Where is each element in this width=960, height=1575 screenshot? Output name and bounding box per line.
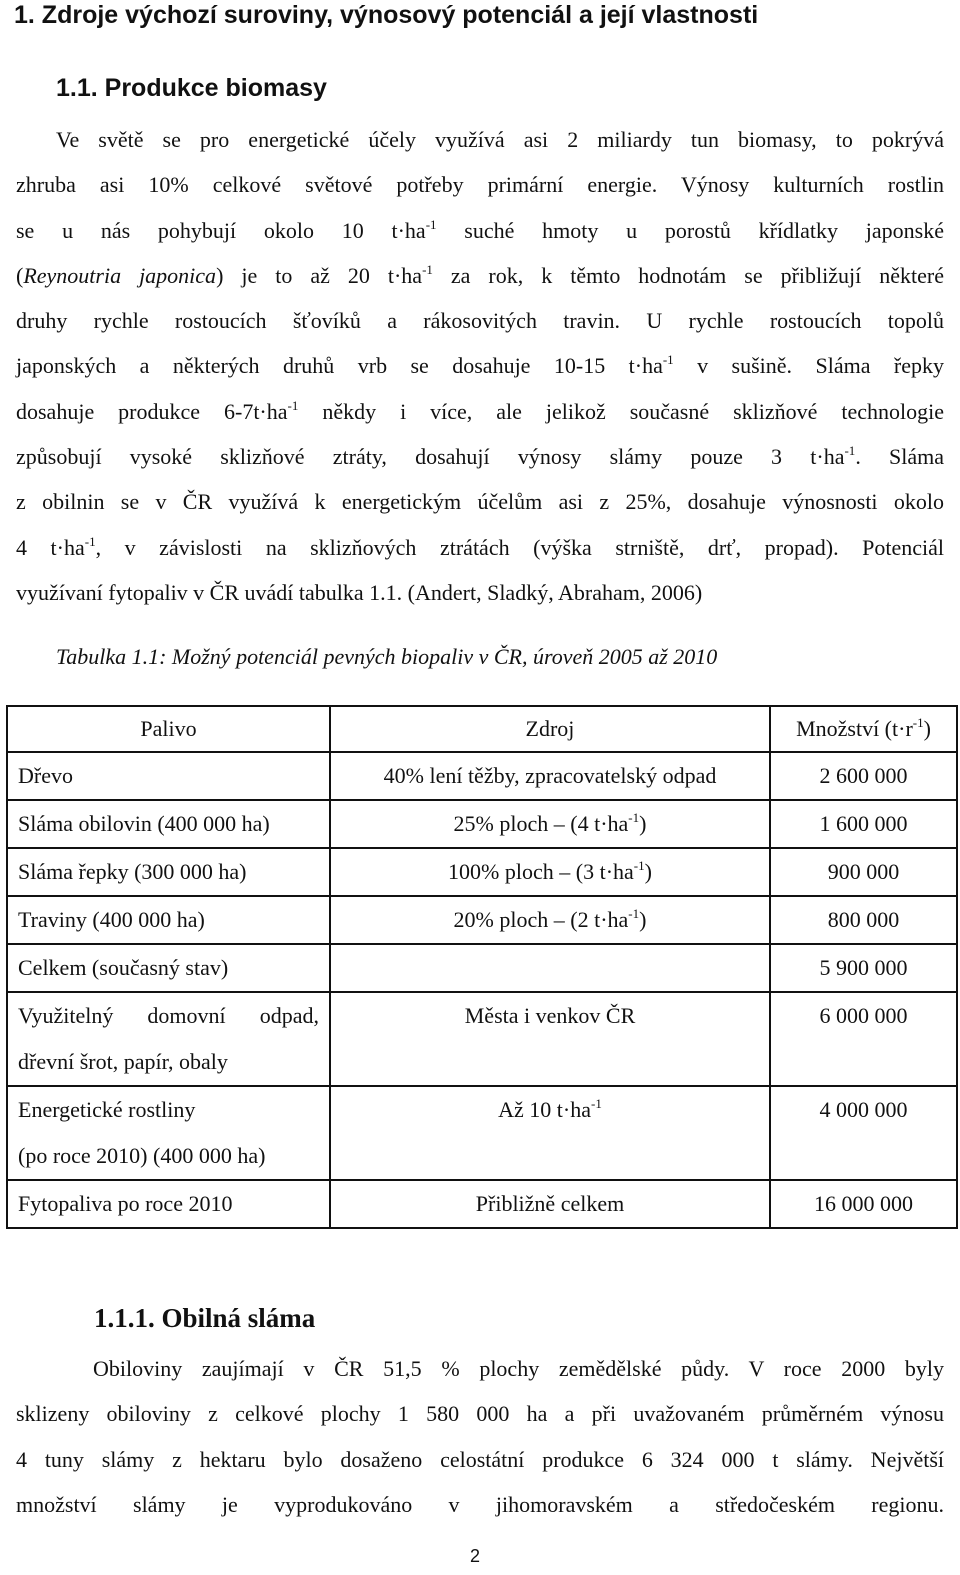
table-row: [7, 992, 957, 1086]
cell-palivo: [7, 800, 330, 848]
text-run: 4 t·ha: [16, 534, 85, 560]
cell-text: 16 000 000: [814, 1191, 913, 1216]
cell-text: [341, 897, 759, 943]
header-palivo: Palivo: [7, 706, 330, 752]
cell-text: 1 600 000: [819, 811, 908, 836]
cell-mnozstvi: [770, 848, 957, 896]
paragraph-line: [16, 434, 944, 479]
table-row: [7, 848, 957, 896]
cell-text: [341, 945, 759, 991]
superscript: -1: [633, 858, 645, 873]
biofuel-potential-table: [6, 705, 958, 1229]
cell-mnozstvi: [770, 1180, 957, 1228]
cell-text: 40% lení těžby, zpracovatelský odpad: [383, 763, 717, 788]
header-zdroj: Zdroj: [330, 706, 770, 752]
header-mnozstvi: [770, 706, 957, 752]
text-run: způsobují vysoké sklizňové ztráty, dosahují výnosy slámy pouze 3 t·ha: [16, 444, 845, 470]
cell-mnozstvi: [770, 896, 957, 944]
cell-text: Celkem (současný stav): [18, 955, 229, 980]
section-heading: 1.1. Produkce biomasy: [56, 74, 327, 102]
text-run: ): [639, 907, 647, 932]
cell-zdroj: [330, 848, 770, 896]
cell-text: Energetické rostliny: [18, 1097, 196, 1122]
text-run: dosahuje produkce 6-7t·ha: [16, 398, 288, 424]
text-run: v sušině. Sláma řepky: [673, 353, 944, 379]
cell-text: Fytopaliva po roce 2010: [18, 1191, 233, 1216]
superscript: -1: [662, 352, 674, 368]
superscript: -1: [425, 216, 437, 232]
cell-text: [341, 849, 759, 895]
cell-zdroj: [330, 944, 770, 992]
cell-text: Využitelný domovní odpad,: [18, 1003, 319, 1028]
text-run: někdy i více, ale jelikož současné sklizňové technologie: [298, 398, 945, 424]
latin-name: Reynoutria japonica: [23, 262, 217, 288]
cell-palivo: [7, 992, 330, 1086]
paragraph-line: [16, 253, 944, 298]
cell-mnozstvi: [770, 992, 957, 1086]
table-row: [7, 1086, 957, 1180]
text-run: Množství (t·r: [796, 716, 913, 741]
cell-text: (po roce 2010) (400 000 ha): [18, 1143, 266, 1168]
cell-text: 5 900 000: [819, 955, 908, 980]
paragraph-line: sklizeny obiloviny z celkové plochy 1 580 000 ha a při uvažovaném průměrném výnosu: [16, 1401, 944, 1427]
cell-text: Sláma obilovin (400 000 ha): [18, 811, 270, 836]
cell-text: Dřevo: [18, 763, 73, 788]
straw-paragraph: [16, 1346, 944, 1527]
cell-mnozstvi: [770, 752, 957, 800]
text-run: suché hmoty u porostů křídlatky japonské: [464, 217, 944, 243]
text-run: (: [16, 262, 24, 288]
cell-text: Města i venkov ČR: [464, 1003, 636, 1028]
cell-zdroj: [330, 1180, 770, 1228]
table-caption: Tabulka 1.1: Možný potenciál pevných biopaliv v ČR, úroveň 2005 až 2010: [56, 644, 718, 669]
superscript: -1: [912, 715, 924, 730]
cell-zdroj: [330, 1086, 770, 1180]
text-run: ): [639, 811, 647, 836]
cell-palivo: [7, 944, 330, 992]
paragraph-line: [16, 525, 944, 570]
paragraph-line: 4 tuny slámy z hektaru bylo dosaženo celostátní produkce 6 324 000 t slámy. Největší: [16, 1446, 944, 1472]
text-run: za rok, k těmto hodnotám se přibližují některé: [432, 262, 944, 288]
text-run: 25% ploch – (4 t·ha: [453, 811, 629, 836]
text-run: 100% ploch – (3 t·ha: [448, 859, 634, 884]
table-row: [7, 800, 957, 848]
cell-zdroj: [330, 992, 770, 1086]
cell-palivo: [7, 752, 330, 800]
cell-text: Traviny (400 000 ha): [18, 907, 205, 932]
cell-palivo: [7, 1086, 330, 1180]
cell-palivo: [7, 1180, 330, 1228]
table-row: [7, 944, 957, 992]
cell-text: 800 000: [827, 907, 900, 932]
paragraph-line: zhruba asi 10% celkové světové potřeby primární energie. Výnosy kulturních rostlin: [16, 172, 944, 198]
superscript: -1: [844, 443, 856, 459]
subsection-heading: 1.1.1. Obilná sláma: [94, 1303, 316, 1333]
cell-text: 6 000 000: [819, 1003, 908, 1028]
table-row: [7, 1180, 957, 1228]
paragraph-line: využívaní fytopaliv v ČR uvádí tabulka 1.1. (Andert, Sladký, Abraham, 2006): [16, 579, 703, 605]
superscript: -1: [628, 810, 640, 825]
text-run: japonských a některých druhů vrb se dosahuje 10-15 t·ha: [16, 353, 663, 379]
cell-text: 4 000 000: [819, 1097, 908, 1122]
page-number: 2: [470, 1546, 481, 1566]
cell-text: [341, 801, 759, 847]
chapter-heading: 1. Zdroje výchozí suroviny, výnosový potenciál a její vlastnosti: [14, 1, 759, 29]
cell-zdroj: [330, 800, 770, 848]
cell-mnozstvi: [770, 944, 957, 992]
table-header-row: [7, 706, 957, 752]
cell-palivo: [7, 848, 330, 896]
cell-zdroj: [330, 896, 770, 944]
text-run: , v závislosti na sklizňových ztrátách (výška strniště, drť, propad). Potenciál: [95, 534, 944, 560]
cell-text: 900 000: [827, 859, 900, 884]
cell-palivo: [7, 896, 330, 944]
text-run: . Sláma: [855, 444, 944, 470]
table-row: [7, 752, 957, 800]
text-run: se u nás pohybují okolo 10 t·ha: [16, 217, 426, 243]
superscript: -1: [591, 1096, 602, 1111]
text-run: ) je to až 20 t·ha: [216, 262, 423, 288]
text-run: ): [644, 859, 652, 884]
superscript: -1: [422, 261, 433, 277]
text-run: 20% ploch – (2 t·ha: [453, 907, 629, 932]
paragraph-line: množství slámy je vyprodukováno v jihomoravském a středočeském regionu.: [16, 1491, 944, 1517]
paragraph-line: [16, 208, 944, 253]
cell-zdroj: [330, 752, 770, 800]
paragraph-line: Obiloviny zaujímají v ČR 51,5 % plochy zemědělské půdy. V roce 2000 byly: [93, 1356, 944, 1381]
cell-mnozstvi: [770, 1086, 957, 1180]
cell-text: [341, 1087, 759, 1133]
cell-text: 2 600 000: [819, 763, 908, 788]
cell-text: Sláma řepky (300 000 ha): [18, 859, 247, 884]
paragraph-line: [16, 343, 944, 388]
paragraph-line: druhy rychle rostoucích šťovíků a rákosovitých travin. U rychle rostoucích topolů: [16, 308, 944, 334]
text-run: ): [923, 716, 931, 741]
table-row: [7, 896, 957, 944]
cell-text: Přibližně celkem: [475, 1191, 625, 1216]
paragraph-line: [16, 389, 944, 434]
text-run: Až 10 t·ha: [498, 1097, 591, 1122]
paragraph-line: z obilnin se v ČR využívá k energetickým účelům asi z 25%, dosahuje výnosnosti okolo: [16, 489, 944, 515]
cell-text: dřevní šrot, papír, obaly: [18, 1049, 228, 1074]
superscript: -1: [287, 397, 299, 413]
cell-mnozstvi: [770, 800, 957, 848]
intro-paragraph: [16, 117, 944, 615]
superscript: -1: [628, 906, 640, 921]
paragraph-line: Ve světě se pro energetické účely využívá asi 2 miliardy tun biomasy, to pokrývá: [56, 127, 944, 152]
superscript: -1: [84, 533, 96, 549]
